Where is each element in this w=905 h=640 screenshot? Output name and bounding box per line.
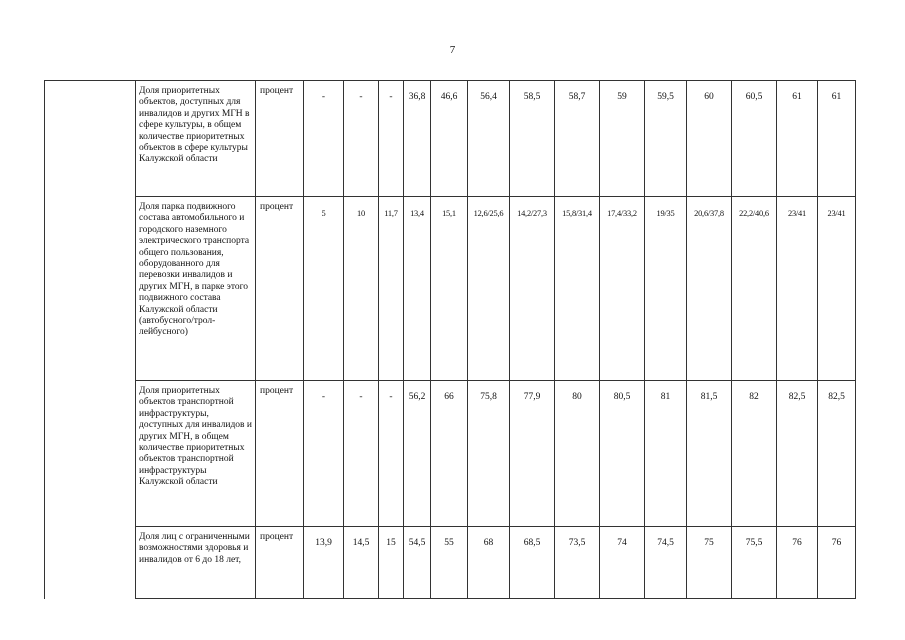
value-cell: 54,5 — [404, 527, 431, 599]
value-cell: 12,6/25,6 — [468, 197, 510, 381]
value-cell: 11,7 — [379, 197, 404, 381]
value-cell: 81,5 — [687, 381, 732, 527]
table-row — [45, 527, 856, 599]
value-cell: 17,4/33,2 — [600, 197, 645, 381]
value-cell: 23/41 — [818, 197, 856, 381]
value-cell: 14,5 — [344, 527, 379, 599]
value-cell: 59,5 — [645, 81, 687, 197]
value-cell: 46,6 — [431, 81, 468, 197]
value-cell: 76 — [777, 527, 818, 599]
value-cell: 56,2 — [404, 381, 431, 527]
value-cell: 75 — [687, 527, 732, 599]
value-cell: 66 — [431, 381, 468, 527]
value-cell: 13,9 — [304, 527, 344, 599]
value-cell: 55 — [431, 527, 468, 599]
unit-cell: процент — [256, 527, 304, 599]
value-cell: - — [344, 381, 379, 527]
value-cell: 82 — [732, 381, 777, 527]
value-cell: 58,5 — [510, 81, 555, 197]
value-cell: 58,7 — [555, 81, 600, 197]
indicator-description: Доля парка подвижного состава автомобильного и городского наземного электрического транспорта общего пользования, оборудованного для перевозки инвалидов и других МГН, в парке этого подвижного состава Калужской области (автобусного/трол-лейбусного) — [136, 197, 256, 381]
table-row — [45, 81, 856, 197]
value-cell: 75,5 — [732, 527, 777, 599]
value-cell: 5 — [304, 197, 344, 381]
unit-cell: процент — [256, 81, 304, 197]
value-cell: 81 — [645, 381, 687, 527]
number-cell — [45, 81, 136, 599]
table-row — [45, 197, 856, 381]
value-cell: 61 — [777, 81, 818, 197]
value-cell: 76 — [818, 527, 856, 599]
value-cell: - — [379, 381, 404, 527]
unit-cell: процент — [256, 197, 304, 381]
value-cell: 74,5 — [645, 527, 687, 599]
value-cell: 82,5 — [818, 381, 856, 527]
indicators-table — [44, 80, 856, 599]
page-number: 7 — [449, 44, 456, 56]
value-cell: 56,4 — [468, 81, 510, 197]
value-cell: 23/41 — [777, 197, 818, 381]
value-cell: 75,8 — [468, 381, 510, 527]
value-cell: 15,1 — [431, 197, 468, 381]
value-cell: 14,2/27,3 — [510, 197, 555, 381]
value-cell: 80,5 — [600, 381, 645, 527]
value-cell: 60 — [687, 81, 732, 197]
value-cell: - — [304, 381, 344, 527]
value-cell: 13,4 — [404, 197, 431, 381]
value-cell: 74 — [600, 527, 645, 599]
value-cell: 20,6/37,8 — [687, 197, 732, 381]
value-cell: - — [379, 81, 404, 197]
value-cell: 82,5 — [777, 381, 818, 527]
value-cell: 19/35 — [645, 197, 687, 381]
value-cell: 61 — [818, 81, 856, 197]
value-cell: 77,9 — [510, 381, 555, 527]
value-cell: 68 — [468, 527, 510, 599]
value-cell: 10 — [344, 197, 379, 381]
indicator-description: Доля приоритетных объектов транспортной инфраструктуры, доступных для инвалидов и других МГН, в общем количестве приоритетных объектов транспортной инфраструктуры Калужской области — [136, 381, 256, 527]
value-cell: - — [344, 81, 379, 197]
indicator-description: Доля лиц с ограниченными возможностями здоровья и инвалидов от 6 до 18 лет, — [136, 527, 256, 599]
value-cell: 22,2/40,6 — [732, 197, 777, 381]
table-row — [45, 381, 856, 527]
value-cell: 15 — [379, 527, 404, 599]
value-cell: 15,8/31,4 — [555, 197, 600, 381]
indicator-description: Доля приоритетных объектов, доступных для инвалидов и других МГН в сфере культуры, в общем количестве приоритетных объектов в сфере культуры Калужской области — [136, 81, 256, 197]
value-cell: 60,5 — [732, 81, 777, 197]
value-cell: 59 — [600, 81, 645, 197]
value-cell: - — [304, 81, 344, 197]
value-cell: 73,5 — [555, 527, 600, 599]
value-cell: 36,8 — [404, 81, 431, 197]
unit-cell: процент — [256, 381, 304, 527]
value-cell: 68,5 — [510, 527, 555, 599]
value-cell: 80 — [555, 381, 600, 527]
